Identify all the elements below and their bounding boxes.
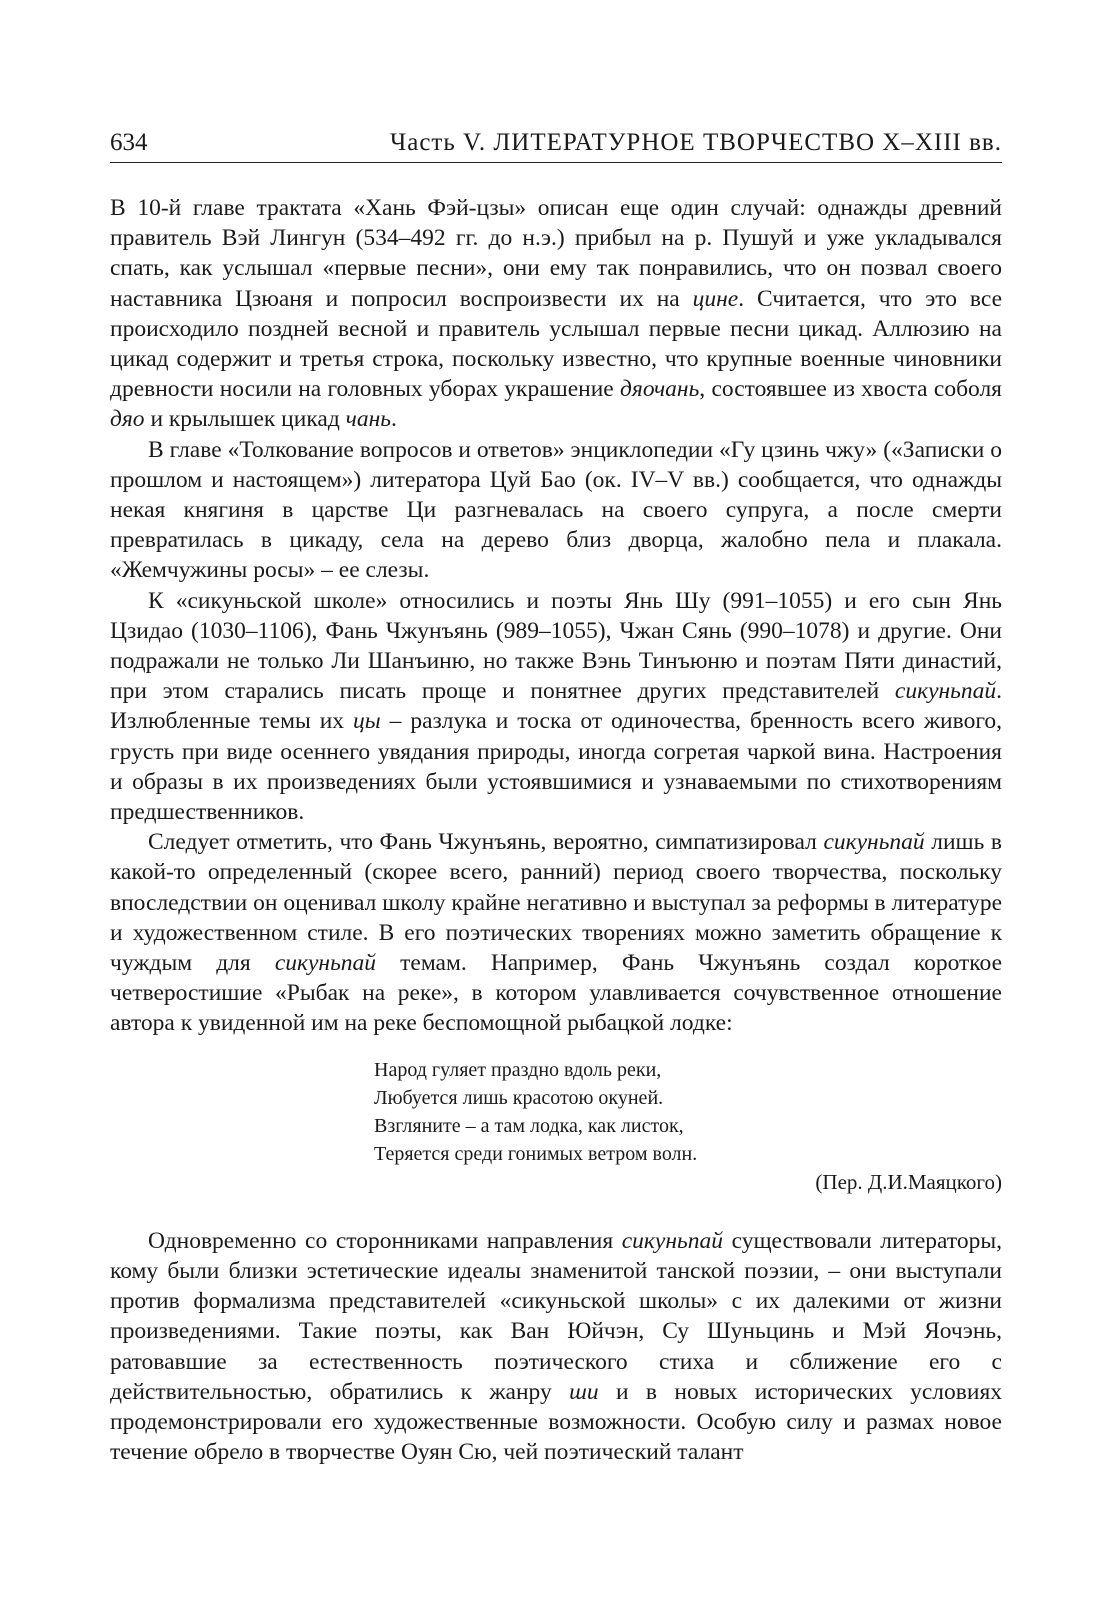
- text-run: темам. Например, Фань Чжунъянь создал короткое четверостишие «Рыбак на реке», в котором улавливается сочувственное отношение автора к увиденной им на реке беспомощной рыбацкой лодке:: [110, 950, 1003, 1037]
- text-run: – разлука и тоска от одиночества, бренность всего живого, грусть при виде осеннего увядания природы, иногда согретая чаркой вина. Настроения и образы в их произведениях были устоявшимися и узнаваемыми по стихотворениям предшественников.: [110, 708, 1002, 826]
- poem-line: Любуется лишь красотою окуней.: [374, 1086, 664, 1109]
- text-run: .: [390, 406, 397, 433]
- text-run: К «сикуньской школе» относились и поэты Янь Шу (991–1055) и его сын Янь Цзидао (1030–1106), Фань Чжунъянь (989–1055), Чжан Сянь (990–1078) и другие. Они подражали не только Ли Шанъиню, но также Вэнь Тинъюню и поэтам Пяти династий, при этом старались писать проще и понятнее других представителей: [110, 587, 1002, 705]
- body-paragraph: [110, 193, 1002, 435]
- italic-term: цы: [352, 708, 381, 735]
- text-run: . Излюбленные темы их: [110, 678, 1002, 735]
- body-paragraph: [110, 586, 1002, 828]
- page-body: [110, 193, 1002, 1467]
- text-run: и в новых исторических условиях продемонстрировали его художественные возможности. Особую силу и размах новое течение обрело в творчестве Оуян Сю, чей поэтический талант: [110, 1378, 1003, 1466]
- poem-line: Народ гуляет праздно вдоль реки,: [374, 1058, 662, 1081]
- italic-term: ши: [569, 1378, 599, 1405]
- text-run: и крылышек цикад: [144, 406, 346, 433]
- italic-term: дяо: [110, 406, 145, 433]
- italic-term: сикуньпай: [274, 950, 377, 977]
- running-header: [110, 130, 1002, 163]
- text-run: В 10-й главе трактата «Хань Фэй-цзы» описан еще один случай: однажды древний правитель Вэй Лингун (534–492 гг. до н.э.) прибыл на р. Пушуй и уже укладывался спать, как услышал «первые песни», они ему так понравились, что он позвал своего наставника Цзюаня и попросил воспроизвести их на: [110, 195, 1002, 312]
- text-run: Следует отметить, что Фань Чжунъянь, вероятно, симпатизировал: [148, 829, 824, 856]
- paragraphs: [110, 193, 1002, 1039]
- text-run: существовали литераторы, кому были близки эстетические идеалы знаменитой танской поэзии, – они выступали против формализма представителей «сикуньской школы» с их далекими от жизни произведениями. Такие поэты, как Ван Юйчэн, Су Шуньцинь и Мэй Яочэнь, ратовавшие за естественность поэтического стиха и сближение его с действительностью, обратились к жанру: [110, 1227, 1002, 1405]
- poem-line: Теряется среди гонимых ветром волн.: [374, 1142, 698, 1165]
- text-run: . Считается, что это все происходило поздней весной и правитель услышал первые песни цикад. Аллюзию на цикад содержит и третья строка, поскольку известно, что крупные военные чиновники древности носили на головных уборах украшение: [110, 285, 1003, 403]
- italic-term: сикуньпай: [894, 678, 997, 705]
- translator-credit: (Пер. Д.И.Маяцкого): [815, 1169, 1002, 1194]
- closing-paragraph-container: [110, 1226, 1002, 1468]
- poem-line: Взгляните – а там лодка, как листок,: [374, 1114, 684, 1137]
- running-title: Часть V. ЛИТЕРАТУРНОЕ ТВОРЧЕСТВО X–XIII вв.: [389, 129, 1002, 156]
- body-paragraph: [110, 1226, 1002, 1468]
- page-number: 634: [110, 129, 148, 156]
- text-run: Одновременно со сторонниками направления: [148, 1227, 622, 1254]
- body-paragraph: [110, 435, 1002, 586]
- italic-term: сикуньпай: [823, 829, 925, 856]
- body-paragraph: [110, 827, 1002, 1038]
- italic-term: дяочань: [620, 376, 700, 403]
- poem: [374, 1056, 1002, 1168]
- text-run: В главе «Толкование вопросов и ответов» энциклопедии «Гу цзинь чжу» («Записки о прошлом и настоящем») литератора Цуй Бао (ок. IV–V вв.) сообщается, что однажды некая княгиня в царстве Ци разгневалась на своего супруга, а после смерти превратилась в цикаду, села на дерево близ дворца, жалобно пела и плакала. «Жемчужины росы» – ее слезы.: [110, 436, 1002, 584]
- italic-term: сикуньпай: [621, 1227, 723, 1254]
- italic-term: чань: [345, 406, 391, 433]
- text-run: , состоявшее из хвоста соболя: [699, 376, 1002, 403]
- italic-term: цине: [692, 285, 739, 312]
- text-run: лишь в какой-то определенный (скорее всего, ранний) период своего творчества, поскольку впоследствии он оценивал школу крайне негативно и выступал за реформы в литературе и художественном стиле. В его поэтических творениях можно заметить обращение к чуждым для: [110, 829, 1002, 977]
